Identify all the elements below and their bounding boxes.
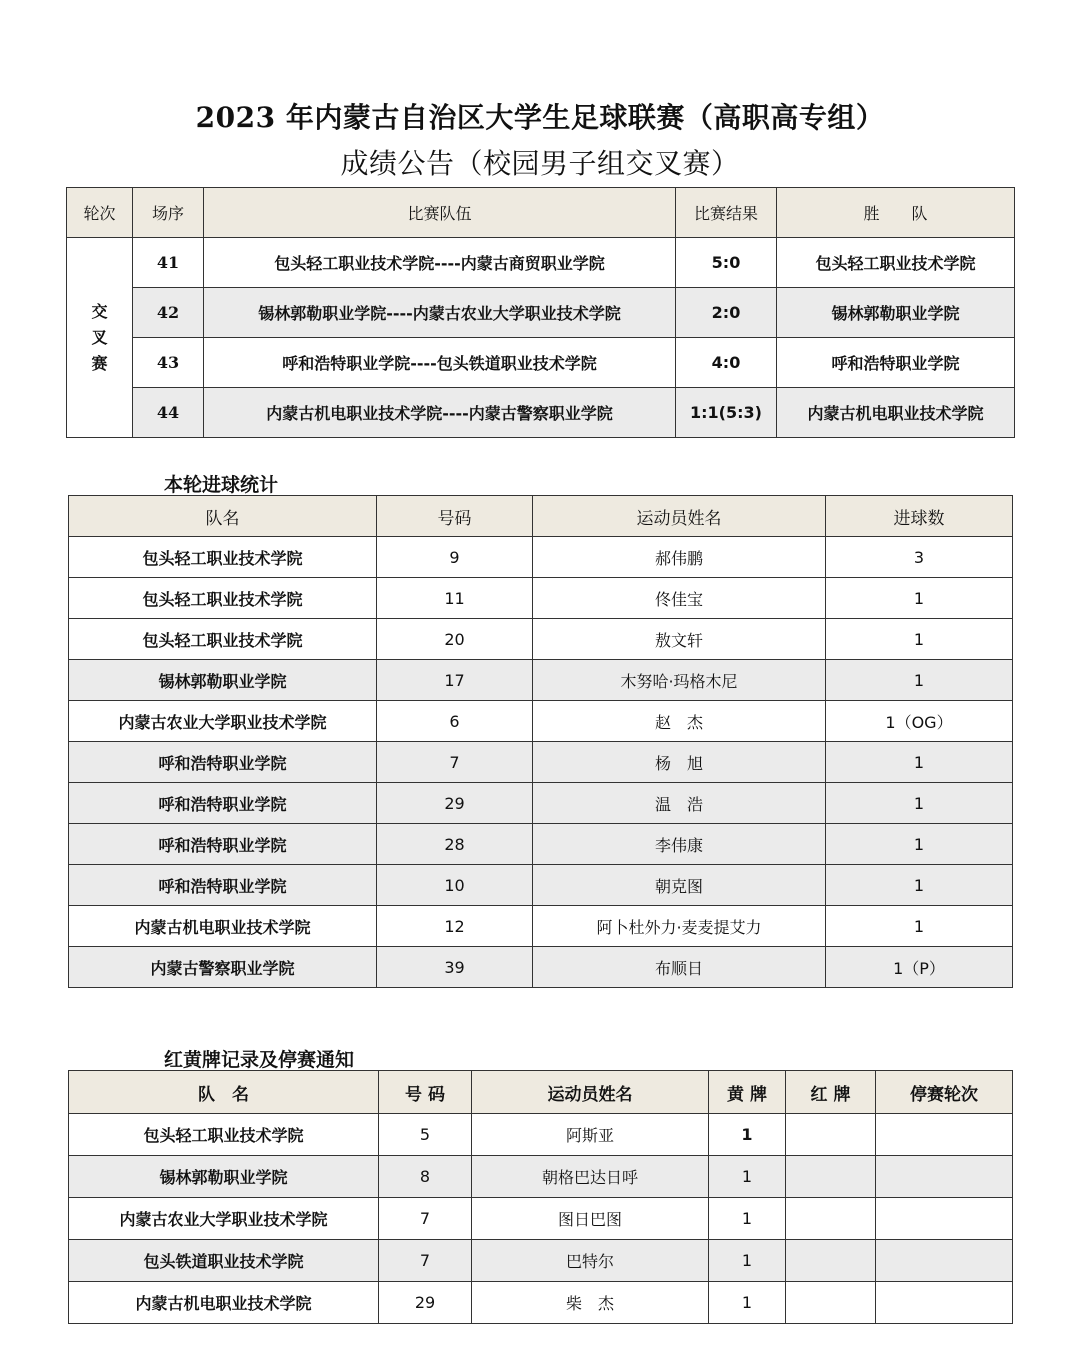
card-red-count: [786, 1198, 876, 1240]
scorer-name: 温 浩: [533, 783, 826, 824]
card-team: 包头铁道职业技术学院: [69, 1240, 379, 1282]
result-row: [67, 238, 1015, 288]
card-red-count: [786, 1114, 876, 1156]
header-number: 号码: [377, 496, 533, 537]
card-yellow-count: 1: [709, 1240, 786, 1282]
match-teams: 锡林郭勒职业学院----内蒙古农业大学职业技术学院: [204, 288, 676, 338]
match-winner: 包头轻工职业技术学院: [777, 238, 1015, 288]
card-yellow-count: 1: [709, 1114, 786, 1156]
scorer-number: 9: [377, 537, 533, 578]
result-row: [67, 288, 1015, 338]
scorer-team: 呼和浩特职业学院: [69, 783, 377, 824]
scorer-row: [69, 660, 1013, 701]
scorer-number: 7: [377, 742, 533, 783]
scorer-goals: 3: [826, 537, 1013, 578]
scorer-name: 杨 旭: [533, 742, 826, 783]
scorer-row: [69, 824, 1013, 865]
card-suspension: [876, 1282, 1013, 1324]
scorer-goals: 1: [826, 660, 1013, 701]
page-subtitle: 成绩公告（校园男子组交叉赛）: [340, 147, 740, 180]
scorer-name: 布顺日: [533, 947, 826, 988]
scorers-header-row: [69, 496, 1013, 537]
scorer-name: 赵 杰: [533, 701, 826, 742]
cards-header-row: [69, 1071, 1013, 1114]
scorer-row: [69, 906, 1013, 947]
match-winner: 锡林郭勒职业学院: [777, 288, 1015, 338]
scorer-goals: 1: [826, 619, 1013, 660]
scorer-goals: 1（P）: [826, 947, 1013, 988]
scorer-row: [69, 783, 1013, 824]
result-row: [67, 338, 1015, 388]
page-title: 2023 年内蒙古自治区大学生足球联赛（高职高专组）: [195, 101, 885, 134]
match-no: 41: [133, 238, 204, 288]
scorer-team: 呼和浩特职业学院: [69, 742, 377, 783]
scorer-goals: 1: [826, 824, 1013, 865]
scorer-number: 29: [377, 783, 533, 824]
match-teams: 包头轻工职业技术学院----内蒙古商贸职业学院: [204, 238, 676, 288]
card-number: 5: [379, 1114, 472, 1156]
card-yellow-count: 1: [709, 1198, 786, 1240]
cards-table: [68, 1070, 1013, 1324]
scorer-row: [69, 619, 1013, 660]
card-suspension: [876, 1114, 1013, 1156]
card-number: 29: [379, 1282, 472, 1324]
header-suspension: 停赛轮次: [876, 1071, 1013, 1114]
scorer-row: [69, 701, 1013, 742]
scorer-row: [69, 947, 1013, 988]
scorer-team: 内蒙古警察职业学院: [69, 947, 377, 988]
header-red-card: 红 牌: [786, 1071, 876, 1114]
scorer-team: 包头轻工职业技术学院: [69, 619, 377, 660]
scorer-number: 6: [377, 701, 533, 742]
card-team: 包头轻工职业技术学院: [69, 1114, 379, 1156]
scorer-row: [69, 578, 1013, 619]
scorer-number: 11: [377, 578, 533, 619]
cards-section-title: 红黄牌记录及停赛通知: [164, 1049, 355, 1071]
scorers-section-title: 本轮进球统计: [164, 474, 279, 496]
round-label: [67, 238, 133, 438]
header-yellow-card: 黄 牌: [709, 1071, 786, 1114]
scorer-name: 阿卜杜外力·麦麦提艾力: [533, 906, 826, 947]
scorer-goals: 1: [826, 742, 1013, 783]
match-teams: 呼和浩特职业学院----包头铁道职业技术学院: [204, 338, 676, 388]
card-suspension: [876, 1198, 1013, 1240]
scorers-body: [69, 537, 1013, 988]
result-row: [67, 388, 1015, 438]
header-teams: 比赛队伍: [204, 188, 676, 238]
scorer-number: 17: [377, 660, 533, 701]
card-row: [69, 1156, 1013, 1198]
card-red-count: [786, 1156, 876, 1198]
match-no: 44: [133, 388, 204, 438]
header-player-name: 运动员姓名: [472, 1071, 709, 1114]
scorer-team: 内蒙古机电职业技术学院: [69, 906, 377, 947]
scorer-team: 呼和浩特职业学院: [69, 865, 377, 906]
scorer-goals: 1: [826, 578, 1013, 619]
card-number: 7: [379, 1240, 472, 1282]
card-number: 7: [379, 1198, 472, 1240]
header-score: 比赛结果: [676, 188, 777, 238]
scorer-goals: 1: [826, 865, 1013, 906]
scorer-number: 20: [377, 619, 533, 660]
scorer-name: 敖文轩: [533, 619, 826, 660]
match-score: 5:0: [676, 238, 777, 288]
scorer-name: 郝伟鹏: [533, 537, 826, 578]
scorer-number: 39: [377, 947, 533, 988]
match-winner: 呼和浩特职业学院: [777, 338, 1015, 388]
card-team: 锡林郭勒职业学院: [69, 1156, 379, 1198]
results-header-row: [67, 188, 1015, 238]
scorer-goals: 1: [826, 783, 1013, 824]
header-match-no: 场序: [133, 188, 204, 238]
card-red-count: [786, 1240, 876, 1282]
scorer-name: 朝克图: [533, 865, 826, 906]
card-yellow-count: 1: [709, 1156, 786, 1198]
scorer-team: 呼和浩特职业学院: [69, 824, 377, 865]
card-suspension: [876, 1240, 1013, 1282]
cards-body: [69, 1114, 1013, 1324]
header-team: 队 名: [69, 1071, 379, 1114]
header-team: 队名: [69, 496, 377, 537]
match-no: 43: [133, 338, 204, 388]
card-player-name: 柴 杰: [472, 1282, 709, 1324]
header-player-name: 运动员姓名: [533, 496, 826, 537]
match-score: 1:1(5:3): [676, 388, 777, 438]
card-team: 内蒙古机电职业技术学院: [69, 1282, 379, 1324]
scorer-goals: 1: [826, 906, 1013, 947]
scorer-team: 包头轻工职业技术学院: [69, 578, 377, 619]
header-number: 号 码: [379, 1071, 472, 1114]
scorer-name: 李伟康: [533, 824, 826, 865]
scorer-name: 木努哈·玛格木尼: [533, 660, 826, 701]
match-teams: 内蒙古机电职业技术学院----内蒙古警察职业学院: [204, 388, 676, 438]
scorer-number: 28: [377, 824, 533, 865]
match-winner: 内蒙古机电职业技术学院: [777, 388, 1015, 438]
results-table: [66, 187, 1015, 438]
scorer-name: 佟佳宝: [533, 578, 826, 619]
card-player-name: 朝格巴达日呼: [472, 1156, 709, 1198]
match-score: 4:0: [676, 338, 777, 388]
scorer-team: 内蒙古农业大学职业技术学院: [69, 701, 377, 742]
scorer-team: 锡林郭勒职业学院: [69, 660, 377, 701]
card-player-name: 图日巴图: [472, 1198, 709, 1240]
match-score: 2:0: [676, 288, 777, 338]
scorer-team: 包头轻工职业技术学院: [69, 537, 377, 578]
card-suspension: [876, 1156, 1013, 1198]
scorer-number: 10: [377, 865, 533, 906]
card-number: 8: [379, 1156, 472, 1198]
header-goals: 进球数: [826, 496, 1013, 537]
header-round: 轮次: [67, 188, 133, 238]
card-team: 内蒙古农业大学职业技术学院: [69, 1198, 379, 1240]
card-row: [69, 1282, 1013, 1324]
card-row: [69, 1114, 1013, 1156]
card-row: [69, 1240, 1013, 1282]
round-label-text: 交 叉 赛: [91, 301, 108, 373]
card-player-name: 巴特尔: [472, 1240, 709, 1282]
scorer-row: [69, 537, 1013, 578]
header-winner: 胜 队: [777, 188, 1015, 238]
scorers-table: [68, 495, 1013, 988]
card-row: [69, 1198, 1013, 1240]
scorer-goals: 1（OG）: [826, 701, 1013, 742]
card-yellow-count: 1: [709, 1282, 786, 1324]
scorer-row: [69, 865, 1013, 906]
match-no: 42: [133, 288, 204, 338]
scorer-row: [69, 742, 1013, 783]
card-red-count: [786, 1282, 876, 1324]
scorer-number: 12: [377, 906, 533, 947]
card-player-name: 阿斯亚: [472, 1114, 709, 1156]
